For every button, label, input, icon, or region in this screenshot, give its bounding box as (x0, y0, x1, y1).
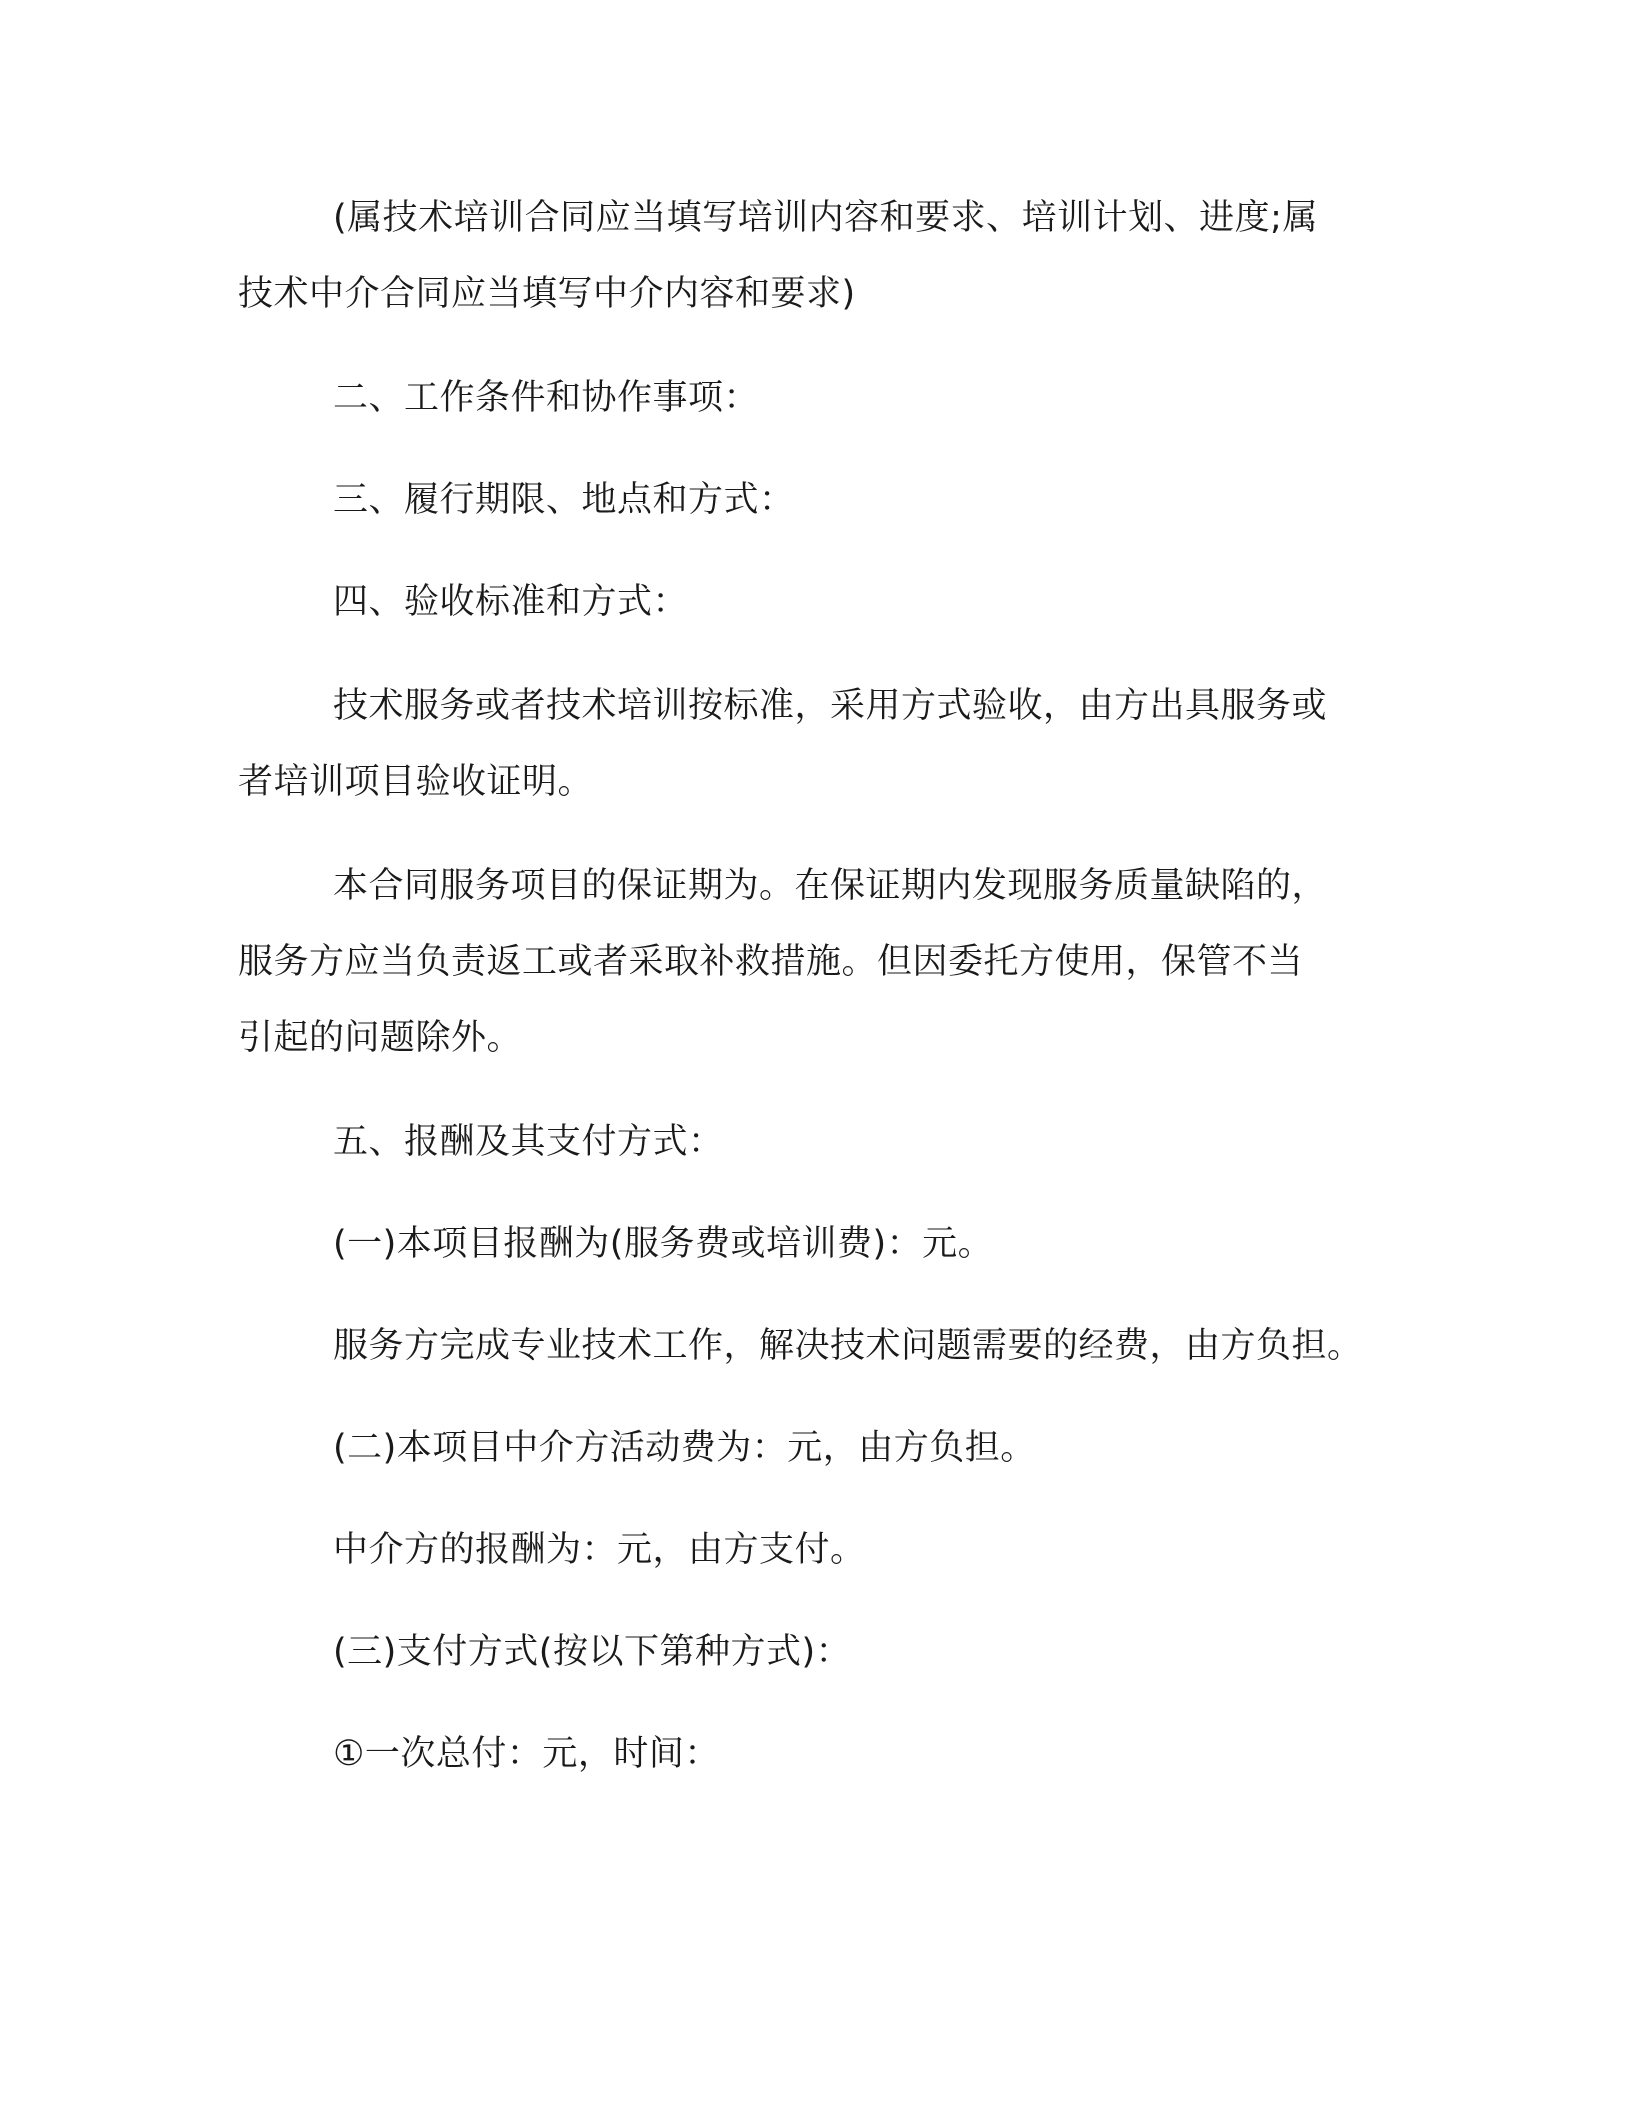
paragraph-line: 本合同服务项目的保证期为。在保证期内发现服务质量缺陷的， (333, 866, 1328, 906)
section-heading-3: 三、履行期限、地点和方式： (333, 480, 795, 520)
paragraph-line: (二)本项目中介方活动费为：元，由方负担。 (333, 1428, 1036, 1468)
paragraph-line: (一)本项目报酬为(服务费或培训费)：元。 (333, 1224, 994, 1264)
paragraph-line: 技术中介合同应当填写中介内容和要求) (238, 274, 856, 314)
section-heading-2: 二、工作条件和协作事项： (333, 378, 760, 418)
paragraph-line: (属技术培训合同应当填写培训内容和要求、培训计划、进度;属 (333, 198, 1318, 238)
paragraph-line: (三)支付方式(按以下第种方式)： (333, 1632, 852, 1672)
paragraph-line: 服务方应当负责返工或者采取补救措施。但因委托方使用，保管不当 (238, 942, 1304, 982)
paragraph-line: 技术服务或者技术培训按标准，采用方式验收，由方出具服务或 (333, 686, 1328, 726)
paragraph-line: ①一次总付：元，时间： (333, 1734, 720, 1774)
section-heading-5: 五、报酬及其支付方式： (333, 1122, 724, 1162)
paragraph-line: 引起的问题除外。 (238, 1018, 523, 1058)
paragraph-line: 者培训项目验收证明。 (238, 762, 594, 802)
paragraph-line: 服务方完成专业技术工作，解决技术问题需要的经费，由方负担。 (333, 1326, 1363, 1366)
section-heading-4: 四、验收标准和方式： (333, 582, 689, 622)
paragraph-line: 中介方的报酬为：元，由方支付。 (333, 1530, 866, 1570)
